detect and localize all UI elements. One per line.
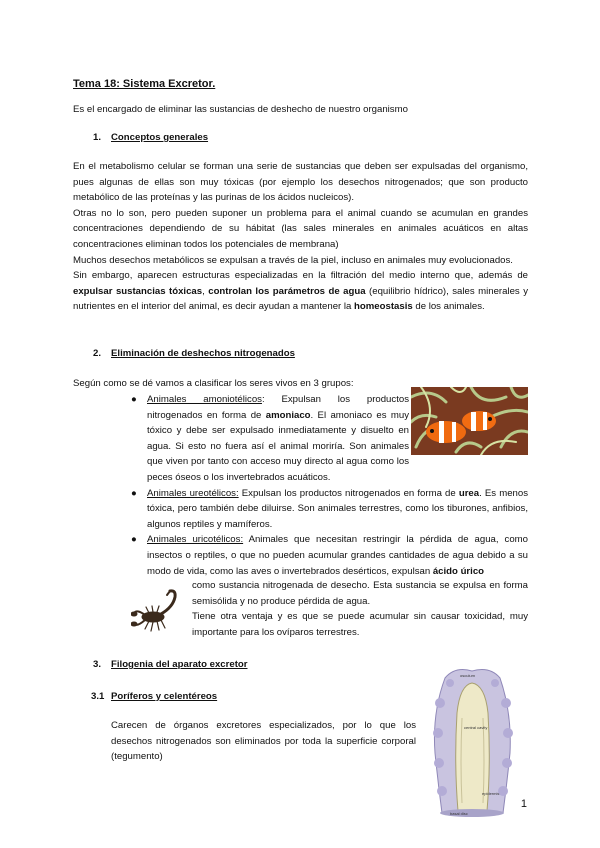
- group-term: Animales amoniotélicos: [147, 394, 262, 405]
- text-run: Expulsan los productos nitrogenados en forma de: [238, 487, 459, 499]
- bold-term: controlan los parámetros de agua: [208, 285, 366, 297]
- section1-paragraph: [73, 268, 528, 315]
- continuation-text: como sustancia nitrogenada de desecho. Esta sustancia se expulsa en forma semisólida y no produce pérdida de agua.: [192, 580, 528, 607]
- group-term: Animales ureotélicos:: [147, 487, 239, 499]
- bullet: ●: [131, 534, 137, 546]
- page-number: 1: [520, 798, 527, 810]
- text-run: : Expulsan los productos nitrogenados en forma de: [147, 394, 409, 421]
- group-term: Animales uricotélicos:: [147, 534, 244, 546]
- section1-title: Conceptos generales: [111, 132, 209, 143]
- section3-title: Filogenia del aparato excretor: [111, 659, 248, 670]
- sponge-diagram: [430, 663, 515, 818]
- subsection-number: 3.1: [91, 691, 105, 702]
- subsection-body: Carecen de órganos excretores especializados, por lo que los desechos nitrogenados son eliminados por toda la superficie corporal (tegumento): [111, 720, 416, 763]
- sponge-label: central cavity: [464, 725, 488, 730]
- section1-paragraph: Otras no lo son, pero pueden suponer un problema para el animal cuando se acumulan en grandes concentraciones dependiendo de su hábitat (las sales minerales en animales acuáticos en altas concentraciones eliminan todos los potenciales de membrana): [73, 207, 528, 250]
- bold-term: urea: [458, 487, 480, 499]
- bullet: ●: [131, 487, 137, 499]
- section1-paragraph: Muchos desechos metabólicos se expulsan a través de la piel, incluso en animales muy evolucionados.: [73, 254, 513, 266]
- section3-number: 3.: [93, 659, 102, 670]
- page-title: Tema 18: Sistema Excretor.: [73, 78, 216, 90]
- section3-heading: [93, 657, 248, 673]
- scorpion-image: [131, 587, 185, 633]
- text-run: . El amoniaco es muy tóxico y debe ser expulsado inmediatamente y disuelto en agua. Si esto no fuera así el animal moriría. Son animales que viven por tanto con acceso muy directo al agua como los peces óseos o los invertebrados acuáticos.: [147, 409, 409, 483]
- continuation-text: Tiene otra ventaja y es que se puede acumular sin causar toxicidad, muy importante para los ovíparos terrestres.: [192, 611, 528, 638]
- section2-title: Eliminación de deshechos nitrogenados: [111, 348, 295, 359]
- sponge-label: epidermis: [482, 791, 500, 796]
- text-run: de los animales.: [412, 301, 485, 313]
- uricotelic-continuation: [192, 578, 528, 640]
- text-run: . Es menos tóxica, pero también debe diluirse. Son animales terrestres, como los tiburones, anfibios, algunos reptiles y mamíferos.: [147, 487, 528, 530]
- nitrogen-groups-list: [131, 392, 528, 579]
- bold-term: amoniaco: [265, 409, 311, 421]
- text-run: (equilibrio hídrico), sales minerales y nutrientes en el interior del animal, es decir ayudan a mantener la: [73, 285, 528, 313]
- subsection-title: Poríferos y celentéreos: [111, 691, 218, 702]
- text-run: ,: [202, 285, 209, 297]
- section1-paragraph: En el metabolismo celular se forman una serie de sustancias que deben ser expulsadas del organismo, pues algunas de ellas son muy tóxicas (por ejemplo los desechos nitrogenados; que son producto metabólico de las proteínas y las purinas de los ácidos nucleicos).: [73, 161, 528, 204]
- list-item: [131, 532, 528, 579]
- sponge-label: osculum: [460, 673, 475, 678]
- section1-number: 1.: [93, 132, 102, 143]
- bullet: ●: [131, 394, 137, 405]
- section2-lead: Según como se dé vamos a clasificar los seres vivos en 3 grupos:: [73, 378, 354, 389]
- bold-term: homeostasis: [354, 301, 413, 313]
- text-run: Sin embargo, aparecen estructuras especializadas en la filtración del medio interno que, además de: [73, 270, 528, 282]
- subsection-heading: [91, 689, 217, 705]
- list-item: [131, 486, 528, 533]
- section2-heading: [93, 346, 295, 362]
- text-run: Animales que necesitan restringir la pérdida de agua, como insectos o reptiles, o que no pueden acumular grandes cantidades de agua debido a su modo de vida, como las aves o invertebrados desérticos, expulsan: [147, 534, 528, 577]
- section2-number: 2.: [93, 348, 102, 359]
- section1-body: [73, 159, 528, 315]
- bold-term: expulsar sustancias tóxicas: [73, 285, 203, 297]
- section1-heading: [93, 130, 208, 146]
- list-item: [131, 392, 409, 486]
- intro-text: Es el encargado de eliminar las sustancias de deshecho de nuestro organismo: [73, 104, 408, 115]
- sponge-label: basal disc: [450, 811, 468, 816]
- bold-term: ácido úrico: [432, 565, 485, 577]
